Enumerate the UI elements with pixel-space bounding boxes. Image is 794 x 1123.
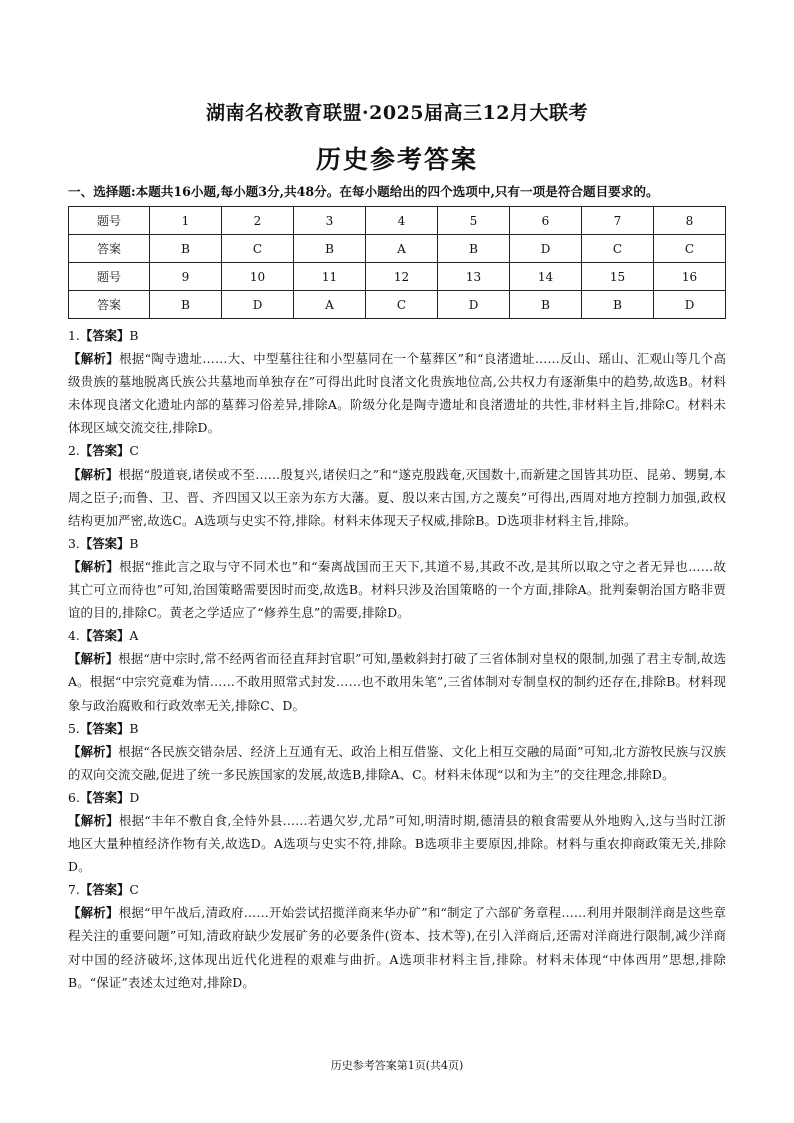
- item-number: 6.: [68, 789, 80, 805]
- item-answer: B: [129, 328, 139, 343]
- explanation-label: 【解析】: [68, 558, 120, 574]
- question-number-cell: 5: [438, 207, 510, 235]
- question-number-row: [69, 263, 726, 291]
- exam-header-title: 湖南名校教育联盟·2025届高三12月大联考: [206, 102, 588, 124]
- answer-item-3: [68, 532, 726, 624]
- row-label-answer: 答案: [69, 291, 150, 319]
- answer-item-7: [68, 878, 726, 993]
- answer-row: [69, 235, 726, 263]
- item-answer: B: [129, 720, 139, 736]
- answer-cell: B: [294, 235, 366, 263]
- question-number-cell: 15: [582, 263, 654, 291]
- item-number: 1.: [68, 328, 80, 343]
- answer-cell: D: [222, 291, 294, 319]
- answer-cell: A: [366, 235, 438, 263]
- row-label-question: 题号: [69, 263, 150, 291]
- question-number-cell: 13: [438, 263, 510, 291]
- question-number-cell: 6: [510, 207, 582, 235]
- question-number-cell: 11: [294, 263, 366, 291]
- question-number-cell: 10: [222, 263, 294, 291]
- answer-table-part1: [68, 206, 726, 263]
- question-number-cell: 4: [366, 207, 438, 235]
- question-number-cell: 2: [222, 207, 294, 235]
- row-label-answer: 答案: [69, 235, 150, 263]
- item-answer: D: [129, 789, 140, 805]
- question-number-cell: 14: [510, 263, 582, 291]
- answer-cell: C: [222, 235, 294, 263]
- row-label-question: 题号: [69, 207, 150, 235]
- question-number-cell: 9: [150, 263, 222, 291]
- item-answer: C: [129, 443, 139, 459]
- item-number: 2.: [68, 443, 80, 459]
- explanation-label: 【解析】: [68, 743, 119, 759]
- item-explanation: 根据“唐中宗时,常不经两省而径直拜封官职”可知,墨敕斜封打破了三省体制对皇权的限制,加强了君主专制,故选A。根据“中宗究竟难为情……不敢用照常式封发……也不敢用朱笔”,三省体制对专制皇权的制约还存在,排除B。材料现象与政治腐败和行政效率无关,排除C、D。: [68, 651, 726, 713]
- answer-cell: D: [654, 291, 726, 319]
- explanation-label: 【解析】: [68, 651, 119, 667]
- question-number-row: [69, 207, 726, 235]
- answer-cell: C: [582, 235, 654, 263]
- answer-cell: D: [438, 291, 510, 319]
- answer-label: 【答案】: [79, 882, 130, 898]
- answer-table-part2: [68, 262, 726, 319]
- item-number: 7.: [68, 882, 80, 898]
- item-explanation: 根据“丰年不敷自食,全恃外县……若遇欠岁,尤昂”可知,明清时期,德清县的粮食需要从外地购入,这与当时江浙地区大量种植经济作物有关,故选D。A选项与史实不符,排除。B选项非主要原因,排除。材料与重农抑商政策无关,排除D。: [68, 812, 726, 875]
- item-answer: C: [129, 882, 139, 898]
- question-number-cell: 1: [150, 207, 222, 235]
- item-explanation: 根据“各民族交错杂居、经济上互通有无、政治上相互借鉴、文化上相互交融的局面”可知,北方游牧民族与汉族的双向交流交融,促进了统一多民族国家的发展,故选B,排除A、C。材料未体现“以和为主”的交往理念,排除D。: [68, 743, 726, 782]
- explanation-label: 【解析】: [68, 351, 120, 367]
- answer-label: 【答案】: [79, 628, 130, 644]
- item-answer: A: [129, 628, 139, 644]
- answer-label: 【答案】: [79, 443, 130, 459]
- question-number-cell: 7: [582, 207, 654, 235]
- item-explanation: 根据“殷道衰,诸侯或不至……殷复兴,诸侯归之”和“遂克殷践奄,灭国数十,而新建之国皆其功臣、昆弟、甥舅,本周之臣子;而鲁、卫、晋、齐四国又以王亲为东方大藩。夏、殷以来古国,方之蔑矣”可得出,西周对地方控制力加强,政权结构更加严密,故选C。A选项与史实不符,排除。材料未体现天子权威,排除B。D选项非材料主旨,排除。: [68, 466, 726, 528]
- page-title: 历史参考答案: [315, 145, 478, 174]
- explanation-label: 【解析】: [68, 812, 119, 828]
- item-number: 4.: [68, 628, 80, 644]
- answer-explanations: [68, 324, 726, 994]
- answer-label: 【答案】: [79, 789, 130, 805]
- explanation-label: 【解析】: [68, 905, 119, 921]
- answer-label: 【答案】: [79, 328, 130, 343]
- answer-cell: B: [510, 291, 582, 319]
- answer-item-4: [68, 624, 726, 716]
- item-number: 3.: [68, 535, 80, 551]
- explanation-label: 【解析】: [68, 466, 119, 482]
- question-number-cell: 3: [294, 207, 366, 235]
- answer-item-5: [68, 717, 726, 786]
- question-number-cell: 8: [654, 207, 726, 235]
- item-explanation: 根据“推此言之取与守不同术也”和“秦离战国而王天下,其道不易,其政不改,是其所以取之守之者无异也……故其亡可立而待也”可知,治国策略需要因时而变,故选B。材料只涉及治国策略的一个方面,排除A。批判秦朝治国方略非贾谊的目的,排除C。黄老之学适应了“修养生息”的需要,排除D。: [68, 558, 727, 621]
- item-explanation: 根据“陶寺遗址……大、中型墓往往和小型墓同在一个墓葬区”和“良渚遗址……反山、瑶山、汇观山等几个高级贵族的墓地脱离氏族公共墓地而单独存在”可得出此时良渚文化贵族地位高,公共权力有逐渐集中的趋势,故选B。材料未体现良渚文化遗址内部的墓葬习俗差异,排除A。阶级分化是陶寺遗址和良渚遗址的共性,非材料主旨,排除C。材料未体现区域交流交往,排除D。: [68, 351, 726, 436]
- answer-cell: C: [654, 235, 726, 263]
- page-footer: 历史参考答案第1页(共4页): [330, 1059, 464, 1072]
- answer-item-2: [68, 439, 726, 531]
- answer-cell: A: [294, 291, 366, 319]
- item-answer: B: [129, 535, 139, 551]
- answer-cell: D: [510, 235, 582, 263]
- question-number-cell: 16: [654, 263, 726, 291]
- answer-item-6: [68, 786, 726, 878]
- answer-cell: C: [366, 291, 438, 319]
- item-number: 5.: [68, 720, 80, 736]
- answer-label: 【答案】: [79, 535, 130, 551]
- answer-item-1: [68, 324, 726, 439]
- item-explanation: 根据“甲午战后,清政府……开始尝试招揽洋商来华办矿”和“制定了六部矿务章程……利用并限制洋商是这些章程关注的重要问题”可知,清政府缺少发展矿务的必要条件(资本、技术等),在引入洋商后,还需对洋商进行限制,减少洋商对中国的经济破坏,这体现出近代化进程的艰难与曲折。A选项非材料主旨,排除。材料未体现“中体西用”思想,排除B。“保证”表述太过绝对,排除D。: [68, 905, 726, 990]
- answer-cell: B: [438, 235, 510, 263]
- question-number-cell: 12: [366, 263, 438, 291]
- answer-cell: B: [150, 291, 222, 319]
- section-instructions: 一、选择题:本题共16小题,每小题3分,共48分。在每小题给出的四个选项中,只有一项是符合题目要求的。: [68, 184, 659, 199]
- answer-cell: B: [150, 235, 222, 263]
- answer-label: 【答案】: [79, 720, 130, 736]
- answer-row: [69, 291, 726, 319]
- answer-cell: B: [582, 291, 654, 319]
